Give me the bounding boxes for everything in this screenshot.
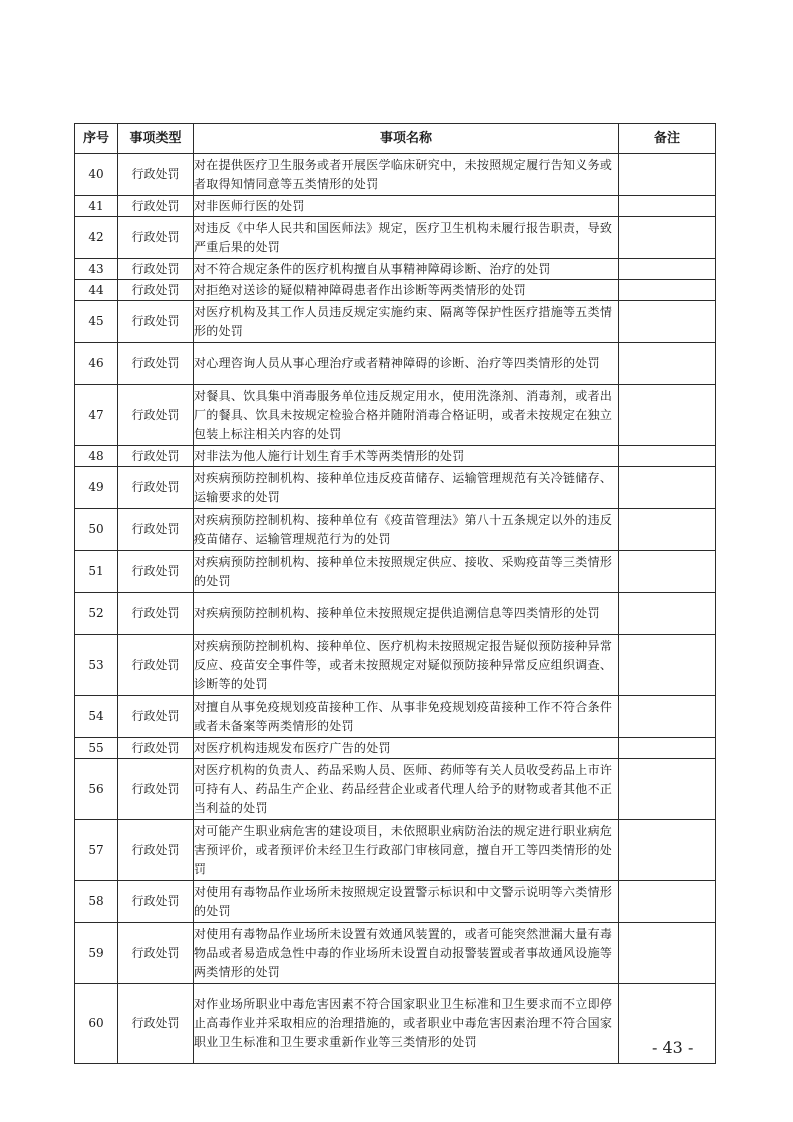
row-seq: 51 xyxy=(75,551,118,593)
table-row xyxy=(75,509,716,551)
items-table xyxy=(74,123,716,1064)
row-type: 行政处罚 xyxy=(118,385,194,446)
row-type: 行政处罚 xyxy=(118,551,194,593)
row-type: 行政处罚 xyxy=(118,217,194,259)
row-seq: 48 xyxy=(75,446,118,467)
row-name: 对不符合规定条件的医疗机构擅自从事精神障碍诊断、治疗的处罚 xyxy=(194,259,619,280)
row-name: 对疾病预防控制机构、接种单位、医疗机构未按照规定报告疑似预防接种异常反应、疫苗安全事件等，或者未按照规定对疑似预防接种异常反应组织调查、诊断等的处罚 xyxy=(194,635,619,696)
table-row xyxy=(75,467,716,509)
header-seq: 序号 xyxy=(75,124,118,154)
row-type: 行政处罚 xyxy=(118,259,194,280)
table-row xyxy=(75,154,716,196)
table-row xyxy=(75,301,716,343)
row-name: 对违反《中华人民共和国医师法》规定，医疗卫生机构未履行报告职责，导致严重后果的处罚 xyxy=(194,217,619,259)
page-number: - 43 - xyxy=(652,1038,694,1057)
row-name: 对可能产生职业病危害的建设项目，未依照职业病防治法的规定进行职业病危害预评价，或者预评价未经卫生行政部门审核同意，擅自开工等四类情形的处罚 xyxy=(194,820,619,881)
row-seq: 54 xyxy=(75,696,118,738)
row-note xyxy=(619,154,716,196)
row-name: 对非法为他人施行计划生育手术等两类情形的处罚 xyxy=(194,446,619,467)
table-row xyxy=(75,385,716,446)
table-row xyxy=(75,923,716,984)
row-note xyxy=(619,696,716,738)
table-row xyxy=(75,217,716,259)
row-seq: 58 xyxy=(75,881,118,923)
row-name: 对医疗机构及其工作人员违反规定实施约束、隔离等保护性医疗措施等五类情形的处罚 xyxy=(194,301,619,343)
table-row xyxy=(75,343,716,385)
row-note xyxy=(619,385,716,446)
row-seq: 59 xyxy=(75,923,118,984)
row-type: 行政处罚 xyxy=(118,467,194,509)
row-note xyxy=(619,820,716,881)
row-note xyxy=(619,923,716,984)
row-type: 行政处罚 xyxy=(118,820,194,881)
table-row xyxy=(75,446,716,467)
table-body xyxy=(75,154,716,1064)
row-type: 行政处罚 xyxy=(118,196,194,217)
row-name: 对拒绝对送诊的疑似精神障碍患者作出诊断等两类情形的处罚 xyxy=(194,280,619,301)
row-name: 对擅自从事免疫规划疫苗接种工作、从事非免疫规划疫苗接种工作不符合条件或者未备案等两类情形的处罚 xyxy=(194,696,619,738)
row-name: 对使用有毒物品作业场所未设置有效通风装置的，或者可能突然泄漏大量有毒物品或者易造成急性中毒的作业场所未设置自动报警装置或者事故通风设施等两类情形的处罚 xyxy=(194,923,619,984)
row-type: 行政处罚 xyxy=(118,280,194,301)
row-note xyxy=(619,446,716,467)
table-row xyxy=(75,881,716,923)
row-note xyxy=(619,196,716,217)
row-type: 行政处罚 xyxy=(118,343,194,385)
row-note xyxy=(619,301,716,343)
row-type: 行政处罚 xyxy=(118,635,194,696)
row-seq: 57 xyxy=(75,820,118,881)
row-type: 行政处罚 xyxy=(118,923,194,984)
row-seq: 42 xyxy=(75,217,118,259)
table-row xyxy=(75,593,716,635)
row-seq: 41 xyxy=(75,196,118,217)
row-name: 对在提供医疗卫生服务或者开展医学临床研究中，未按照规定履行告知义务或者取得知情同意等五类情形的处罚 xyxy=(194,154,619,196)
table-header-row xyxy=(75,124,716,154)
row-type: 行政处罚 xyxy=(118,509,194,551)
row-note xyxy=(619,635,716,696)
row-type: 行政处罚 xyxy=(118,301,194,343)
row-type: 行政处罚 xyxy=(118,154,194,196)
header-note: 备注 xyxy=(619,124,716,154)
row-name: 对餐具、饮具集中消毒服务单位违反规定用水，使用洗涤剂、消毒剂，或者出厂的餐具、饮具未按规定检验合格并随附消毒合格证明，或者未按规定在独立包装上标注相关内容的处罚 xyxy=(194,385,619,446)
row-note xyxy=(619,259,716,280)
row-name: 对疾病预防控制机构、接种单位未按照规定供应、接收、采购疫苗等三类情形的处罚 xyxy=(194,551,619,593)
row-note xyxy=(619,759,716,820)
row-note xyxy=(619,343,716,385)
row-note xyxy=(619,551,716,593)
row-seq: 43 xyxy=(75,259,118,280)
row-type: 行政处罚 xyxy=(118,446,194,467)
row-seq: 45 xyxy=(75,301,118,343)
row-type: 行政处罚 xyxy=(118,696,194,738)
table-row xyxy=(75,196,716,217)
table-row xyxy=(75,738,716,759)
row-name: 对使用有毒物品作业场所未按照规定设置警示标识和中文警示说明等六类情形的处罚 xyxy=(194,881,619,923)
row-seq: 52 xyxy=(75,593,118,635)
row-note xyxy=(619,509,716,551)
row-seq: 55 xyxy=(75,738,118,759)
row-note xyxy=(619,467,716,509)
row-seq: 50 xyxy=(75,509,118,551)
row-type: 行政处罚 xyxy=(118,984,194,1064)
row-note xyxy=(619,217,716,259)
table-row xyxy=(75,759,716,820)
table-row xyxy=(75,551,716,593)
row-note xyxy=(619,738,716,759)
row-seq: 56 xyxy=(75,759,118,820)
row-seq: 46 xyxy=(75,343,118,385)
row-name: 对疾病预防控制机构、接种单位有《疫苗管理法》第八十五条规定以外的违反疫苗储存、运输管理规范行为的处罚 xyxy=(194,509,619,551)
table-row xyxy=(75,635,716,696)
row-name: 对疾病预防控制机构、接种单位违反疫苗储存、运输管理规范有关冷链储存、运输要求的处罚 xyxy=(194,467,619,509)
row-seq: 53 xyxy=(75,635,118,696)
header-type: 事项类型 xyxy=(118,124,194,154)
row-seq: 49 xyxy=(75,467,118,509)
row-seq: 60 xyxy=(75,984,118,1064)
row-name: 对非医师行医的处罚 xyxy=(194,196,619,217)
row-note xyxy=(619,881,716,923)
row-name: 对作业场所职业中毒危害因素不符合国家职业卫生标准和卫生要求而不立即停止高毒作业并采取相应的治理措施的，或者职业中毒危害因素治理不符合国家职业卫生标准和卫生要求重新作业等三类情形的处罚 xyxy=(194,984,619,1064)
table-row xyxy=(75,280,716,301)
table-row xyxy=(75,984,716,1064)
row-seq: 47 xyxy=(75,385,118,446)
row-type: 行政处罚 xyxy=(118,738,194,759)
row-type: 行政处罚 xyxy=(118,593,194,635)
row-note xyxy=(619,280,716,301)
header-name: 事项名称 xyxy=(194,124,619,154)
table-row xyxy=(75,820,716,881)
row-name: 对医疗机构的负责人、药品采购人员、医师、药师等有关人员收受药品上市许可持有人、药品生产企业、药品经营企业或者代理人给予的财物或者其他不正当利益的处罚 xyxy=(194,759,619,820)
row-note xyxy=(619,593,716,635)
row-type: 行政处罚 xyxy=(118,759,194,820)
row-name: 对疾病预防控制机构、接种单位未按照规定提供追溯信息等四类情形的处罚 xyxy=(194,593,619,635)
row-type: 行政处罚 xyxy=(118,881,194,923)
row-name: 对医疗机构违规发布医疗广告的处罚 xyxy=(194,738,619,759)
row-seq: 44 xyxy=(75,280,118,301)
row-seq: 40 xyxy=(75,154,118,196)
row-name: 对心理咨询人员从事心理治疗或者精神障碍的诊断、治疗等四类情形的处罚 xyxy=(194,343,619,385)
table-row xyxy=(75,259,716,280)
table-row xyxy=(75,696,716,738)
